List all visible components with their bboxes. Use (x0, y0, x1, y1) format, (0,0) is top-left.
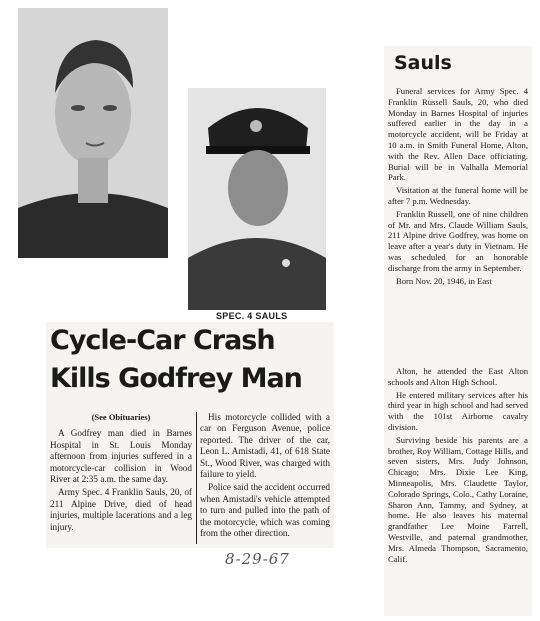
article-paragraph: Police said the accident occurred when Amistadi's vehicle attempted to turn and pulled into the path of the motorcycle, which was coming from the other direction. (200, 482, 330, 539)
article-paragraph: Army Spec. 4 Franklin Sauls, 20, of 211 Alpine Drive, died of head injuries, multiple lacerations and a leg injury. (50, 487, 192, 532)
obituary-paragraph: Visitation at the funeral home will be after 7 p.m. Wednesday. (388, 185, 528, 206)
obituary-paragraph: Born Nov. 20, 1946, in East (396, 275, 492, 286)
portrait-photo (18, 8, 168, 258)
obituary-column-bottom (388, 366, 528, 566)
obituary-paragraph: Surviving beside his parents are a brother, Roy William, Cottage Hills, and seven sisters, Mrs. Judy Johnson, Chicago; Mrs. Dixie Lee King, Minneapolis, Mrs. Claudette Taylor, Colorado Springs, Colo., Cathy Loraine, Sharon Ann, Tammy, and Sydney, at home. He also leaves his maternal grandfather Lee Moine Farrell, Westville, and paternal grandmother, Mrs. Almeda Thompson, Sacramento, Calif. (388, 434, 528, 564)
article-paragraph: His motorcycle collided with a car on Ferguson Avenue, police reported. The driver of the car, Leon L. Amistadi, 41, of 618 State St., Wood River, was charged with failure to yield. (200, 412, 330, 480)
headline-line-2: Kills Godfrey Man (50, 363, 302, 394)
article-column-2 (200, 412, 330, 541)
obituary-paragraph: He entered military services after his third year in high school and had served with the 101st Airborne cavalry division. (388, 389, 528, 432)
see-obituaries: (See Obituaries) (91, 412, 151, 422)
obituary-title: Sauls (394, 52, 452, 74)
obituary-paragraph: Funeral services for Army Spec. 4 Franklin Russell Sauls, 20, who died Monday in Barnes Hospital of injuries suffered earlier in the day in a motorcycle accident, will be Friday at 10 a.m. in Smith Funeral Home, Alton, with the Rev. Allen Dace officiating. Burial will be in Valhalla Memorial Park. (388, 86, 528, 183)
article-column-1 (50, 412, 192, 535)
article-paragraph: A Godfrey man died in Barnes Hospital in St. Louis Monday afternoon from injuries suffered in a motorcycle-car collision in Wood River at 2:35 a.m. the same day. (50, 428, 192, 485)
column-divider (196, 412, 197, 544)
obituary-column-top (388, 86, 528, 288)
obituary-paragraph: Alton, he attended the East Alton schools and Alton High School. (388, 366, 528, 387)
handwritten-date: 8-29-67 (225, 550, 290, 568)
headline-line-1: Cycle-Car Crash (50, 325, 275, 356)
obituary-paragraph: Franklin Russell, one of nine children of Mr. and Mrs. Claude William Sauls, 211 Alpine drive Godfrey, was home on leave after a year's duty in Vietnam. He was scheduled for an honorable discharge from the army in September. (388, 208, 528, 273)
uniform-photo (188, 88, 326, 310)
photo-caption: SPEC. 4 SAULS (216, 311, 288, 321)
